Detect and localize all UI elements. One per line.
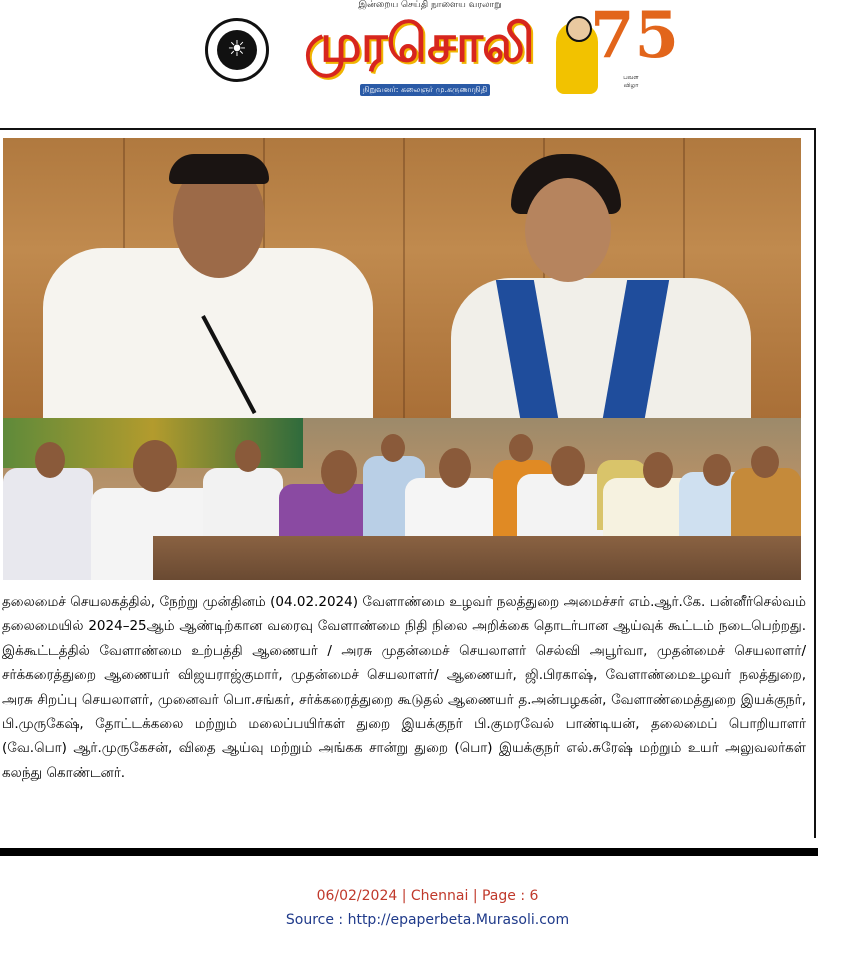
- article-clipping: [0, 128, 816, 838]
- person-officer: [451, 278, 751, 418]
- bottom-rule: [0, 848, 818, 856]
- page-footer: [0, 884, 855, 932]
- masthead-subtitle: நிறுவனர்: கலைஞர் மு.கருணாநிதி: [360, 84, 490, 96]
- officer-face: [525, 178, 611, 282]
- footer-source-link[interactable]: Source : http://epaperbeta.Murasoli.com: [285, 912, 570, 928]
- conference-table: [153, 536, 801, 580]
- party-emblem-icon: [205, 18, 269, 82]
- anniversary-number: 75: [590, 0, 680, 73]
- article-body: தலைமைச் செயலகத்தில், நேற்று முன்தினம் (04.02.2024) வேளாண்மை உழவர் நலத்துறை அமைச்சர் எம்.ஆர்.கே. பன்னீர்செல்வம் தலைமையில் 2024–25ஆம் ஆண்டிற்கான வரைவு வேளாண்மை நிதி நிலை அறிக்கை தொடர்பான ஆய்வுக் கூட்டம் நடைபெற்றது. இக்கூட்டத்தில் வேளாண்மை உற்பத்தி ஆணையர் / அரசு முதன்மைச் செயலாளர் செல்வி அபூர்வா, முதன்மைச் செயலாளர்/சர்க்கரைத்துறை ஆணையர் விஜயராஜ்குமார், முதன்மைச் செயலாளர்/ ஆணையர், ஜி.பிரகாஷ், வேளாண்மைஉழவர் நலத்துறை, அரசு சிறப்பு செயலாளர், முனைவர் பொ.சங்கர், சர்க்கரைத்துறை கூடுதல் ஆணையர் த.அன்பழகன், வேளாண்மைத்துறை இயக்குநர், பி.முருகேஷ், தோட்டக்கலை மற்றும் மலைப்பயிர்கள் துறை இயக்குநர் பி.குமரவேல் பாண்டியன், தலைமைப் பொறியாளர் (வே.பொ) ஆர்.முருகேசன், விதை ஆய்வு மற்றும் அங்கக சான்று துறை (பொ) இயக்குநர் எல்.சுரேஷ் மற்றும் உயர் அலுவலர்கள் கலந்து கொண்டனர்.: [2, 594, 806, 781]
- masthead: [0, 0, 855, 112]
- masthead-tagline: இன்றைய செய்தி நாளைய வரலாறு: [358, 0, 502, 10]
- article-photo-bottom: [3, 418, 801, 580]
- anniversary-label: பவள விழா: [623, 74, 639, 89]
- founder-head-icon: [566, 16, 592, 42]
- footer-date-page: 06/02/2024 | Chennai | Page : 6: [316, 888, 539, 904]
- article-photo-top: [3, 138, 801, 418]
- anniversary-logo: [552, 0, 680, 102]
- newspaper-logo[interactable]: முரசொலி: [304, 13, 534, 74]
- rising-sun-icon: ☀: [217, 30, 257, 70]
